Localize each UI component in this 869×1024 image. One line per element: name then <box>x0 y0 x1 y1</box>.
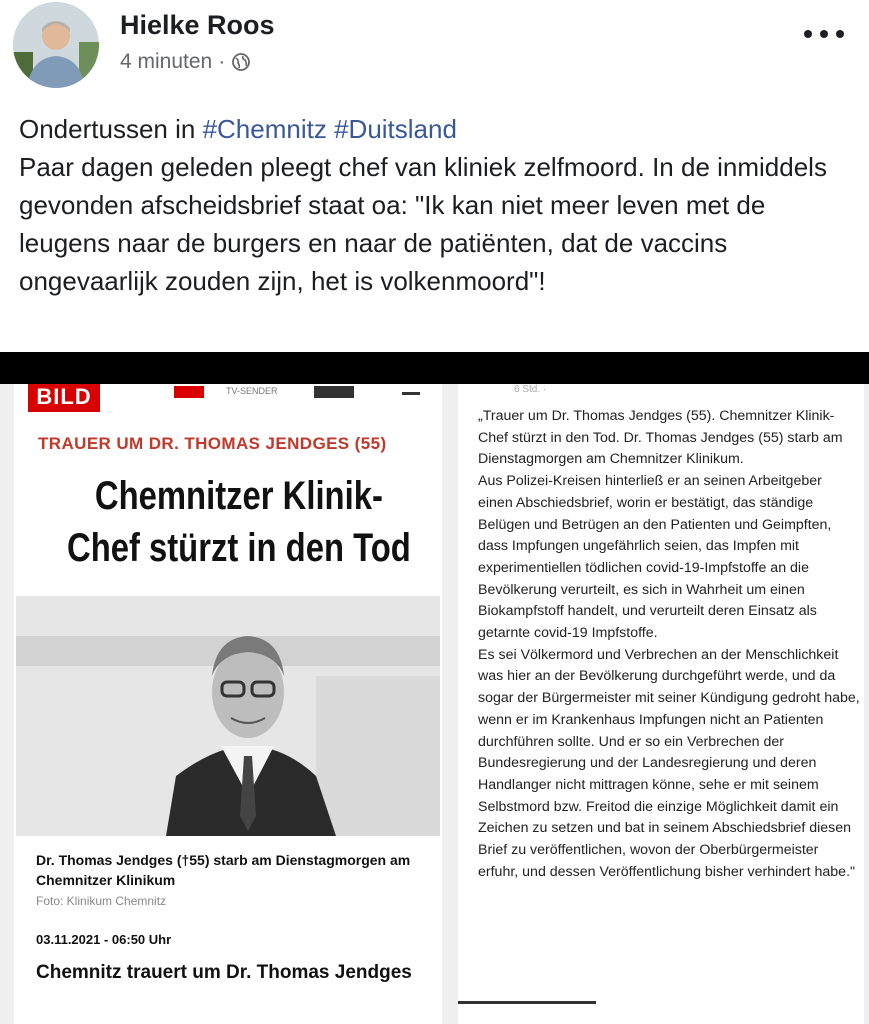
article-kicker: TRAUER UM DR. THOMAS JENDGES (55) <box>38 434 387 453</box>
hashtag-chemnitz[interactable]: #Chemnitz <box>202 114 327 144</box>
post-header <box>0 0 869 100</box>
post-image[interactable] <box>0 384 869 1024</box>
nav-block <box>314 386 354 398</box>
nav-block <box>402 392 420 395</box>
article-photo <box>16 596 440 836</box>
hashtag-duitsland[interactable]: #Duitsland <box>334 114 457 144</box>
post-text <box>19 110 854 300</box>
shared-post-quote <box>478 406 860 883</box>
post-body: Paar dagen geleden pleegt chef van kliniek zelfmoord. In de inmiddels gevonden afscheidsbrief staat oa: "Ik kan niet meer leven met de leugens naar de burgers en naar de patiënten, dat de vaccins ongevaarlijk zouden zijn, het is volkenmoord"! <box>19 152 827 296</box>
globe-icon[interactable] <box>231 52 251 72</box>
author-name[interactable]: Hielke Roos <box>120 10 275 40</box>
post-meta <box>120 50 251 74</box>
quote-paragraph-2: Aus Polizei-Kreisen hinterließ er an seinen Arbeitgeber einen Abschiedsbrief, worin er bestätigt, das ständige Belügen und Betrügen an den Patienten und Geimpften, dass Impfungen ungefährlich seien, das Impfen mit experimentiellen tödlichen covid-19-Impfstoffe an die Bevölkerung verurteilt, es sich in Wahrheit um einen Biokampfstoff handelt, und verurteilt deren Einsatz als getarnte covid-19 Impfstoffe. <box>478 473 832 642</box>
post-time[interactable]: 4 minuten <box>120 50 213 73</box>
headline-line-2: Chef stürzt in den Tod <box>67 526 411 570</box>
shared-post-meta: 6 Std. · <box>514 384 547 395</box>
quote-paragraph-1: „Trauer um Dr. Thomas Jendges (55). Chemnitzer Klinik-Chef stürzt in den Tod. Dr. Thomas Jendges (55) starb am Dienstagmorgen am Chemnitzer Klinikum. <box>478 408 843 468</box>
news-logo: BILD <box>28 384 100 412</box>
avatar-image <box>13 2 99 88</box>
shared-post-text <box>458 384 864 1024</box>
quote-paragraph-3: Es sei Völkermord und Verbrechen an der Menschlichkeit was hier an der Bevölkerung durchgeführt werde, und da sogar der Bürgermeister mit seiner Kündigung gedroht habe, wenn er im Krankenhaus Impfungen nicht an Patienten durchführen sollte. Und er so ein Verbrechen der Bundesregierung und der Landesregierung und deren Handlanger nicht mittragen könne, sehe er mit seinem Selbstmord bzw. Freitod die einzige Möglichkeit damit ein Zeichen zu setzen und bat in seinem Abschiedsbrief diesen Brief zu veröffentlichen, wovon der Oberbürgermeister erfuhr, und dessen Veröffentlichung bisher verhindert habe." <box>478 646 860 880</box>
post-prefix: Ondertussen in <box>19 114 203 144</box>
meta-separator: · <box>218 50 226 73</box>
more-dot <box>836 30 844 38</box>
article-date: 03.11.2021 - 06:50 Uhr <box>36 932 172 947</box>
more-dot <box>820 30 828 38</box>
portrait-image <box>16 596 440 836</box>
author-avatar[interactable] <box>13 2 99 88</box>
image-top-bar <box>0 352 869 384</box>
more-options-icon[interactable] <box>804 22 844 46</box>
article-subhead: Chemnitz trauert um Dr. Thomas Jendges <box>36 962 412 983</box>
headline-line-1: Chemnitzer Klinik- <box>94 474 383 518</box>
news-nav <box>174 386 434 400</box>
photo-caption: Dr. Thomas Jendges (†55) starb am Dienstagmorgen am Chemnitzer Klinikum <box>36 852 411 888</box>
nav-text: TV-SENDER <box>226 386 278 396</box>
photo-credit: Foto: Klinikum Chemnitz <box>36 894 167 908</box>
divider <box>458 1001 596 1004</box>
post-first-line <box>19 110 854 148</box>
nav-block <box>174 386 204 398</box>
news-article <box>14 384 442 1024</box>
more-dot <box>804 30 812 38</box>
article-headline <box>38 470 440 574</box>
